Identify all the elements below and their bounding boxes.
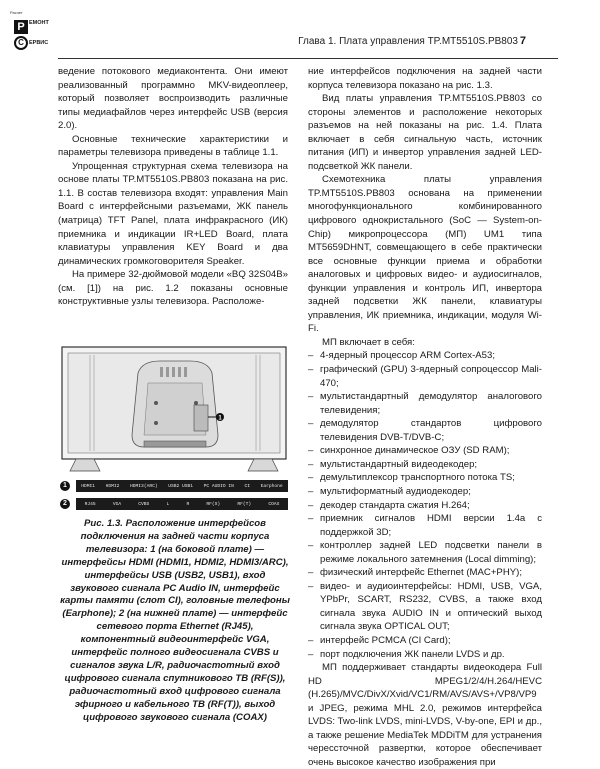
- connector-label: Earphone: [260, 483, 283, 489]
- list-item: – мультистандартный демодулятор аналогового телевидения;: [308, 390, 542, 417]
- logo-word-top: ЕМОНТ: [29, 20, 49, 26]
- list-item: – мультистандартный видеодекодер;: [308, 458, 542, 472]
- paragraph: ведение потокового медиаконтента. Они имеют реализованный программно MKV-видеоплеер, который позволяет воспроизводить различные типы медиафайлов через интерфейс USB (версия 2.0).: [58, 66, 288, 132]
- paragraph: Вид платы управления TP.MT5510S.PB803 со стороны элементов и расположение некоторых разъемов на ней показаны на рис. 1.4. Плата включает в себя сигнальную часть, источник питания (ИП) и инвертор управления задней LED-подсветкой ЖК панели.: [308, 93, 542, 172]
- list-item: – демодулятор стандартов цифрового телевидения DVB-T/DVB-C;: [308, 417, 542, 444]
- connector-label: R: [186, 501, 190, 507]
- list-item: – 4-ядерный процессор ARM Cortex-A53;: [308, 349, 542, 363]
- legend-number-badge: 2: [60, 499, 70, 509]
- connector-label: HDMI3(ARC): [130, 483, 158, 489]
- bottom-panel-connectors: [76, 498, 288, 510]
- list-item: – демультиплексор транспортного потока TS;: [308, 471, 542, 485]
- logo-letter-s: С: [14, 36, 28, 50]
- publisher-logo: [10, 10, 49, 52]
- paragraph: МП поддерживает стандарты видеокодера Full HD MPEG1/2/4/H.264/HEVC (H.265)/MVC/DivX/Xvid/VC1/RM/AVS/AVS+/VP8/VP9 и JPEG, режима MHL 2.0, режимов интерфейса LVDS: Two-link LVDS, mini-LVDS, V-by-one, EPI и др., а также решение MediaTek MDDiTM для устранения черессточной развертки, которое обеспечивает очень высокое качество изображения при: [308, 662, 542, 768]
- connector-label: CI: [244, 483, 250, 489]
- legend-row-side-panel: [60, 478, 288, 494]
- connector-label: COAX: [268, 501, 280, 507]
- list-item: – физический интерфейс Ethernet (MAC+PHY);: [308, 566, 542, 580]
- paragraph: Основные технические характеристики и параметры телевизора приведены в таблице 1.1.: [58, 133, 288, 159]
- left-column: [58, 65, 288, 309]
- connector-label: RJ45: [84, 501, 96, 507]
- connector-label: HDMI2: [105, 483, 120, 489]
- connector-label: RF(S): [206, 501, 221, 507]
- side-panel-connectors: [76, 480, 288, 492]
- logo-word-bottom: ЕРВИС: [29, 40, 49, 46]
- paragraph: МП включает в себя:: [322, 336, 415, 348]
- list-item: – интерфейс PCMCA (CI Card);: [308, 634, 542, 648]
- connector-legend: [60, 478, 288, 514]
- list-item: – графический (GPU) 3-ядерный сопроцессор Mali-470;: [308, 363, 542, 390]
- legend-row-bottom-panel: [60, 496, 288, 512]
- list-item: – контроллер задней LED подсветки панели в режиме локального затемнения (Local dimming);: [308, 539, 542, 566]
- running-header: [58, 36, 558, 47]
- right-column: [308, 65, 542, 769]
- connector-label: HDMI1: [81, 483, 96, 489]
- logo-mark: [12, 18, 49, 50]
- list-item: – мультиформатный аудиодекодер;: [308, 485, 542, 499]
- list-item: – порт подключения ЖК панели LVDS и др.: [308, 648, 542, 662]
- header-divider: [58, 58, 558, 59]
- feature-list: [308, 349, 542, 661]
- connector-label: CVBS: [138, 501, 150, 507]
- connector-label: VGA: [112, 501, 122, 507]
- connector-label: USB2 USB1: [168, 483, 193, 489]
- figure-caption: Рис. 1.3. Расположение интерфейсов подключения на задней части корпуса телевизора: 1 (на боковой плате) — интерфейсы HDMI (HDMI1, HDMI2, HDMI3/ARC), интерфейсы USB (USB2, USB1), вход звукового сигнала PC Audio IN, интерфейс карты памяти (слот CI), головные телефоны (Earphone); 2 (на нижней плате) — интерфейс сетевого порта Ethernet (RJ45), компонентный видеоинтерфейс VGA, интерфейс полного видеосигнала CVBS и сигналов звука L/R, радиочастотный вход цифрового сигнала спутникового ТВ (RF(S)), радиочастотный вход цифрового сигнала эфирного и кабельного ТВ (RF(T)), выход цифрового звукового сигнала (COAX): [60, 518, 290, 723]
- logo-tiny-text: Расчет: [10, 10, 23, 15]
- list-item: – приемник сигналов HDMI версии 1.4a с поддержкой 3D;: [308, 512, 542, 539]
- paragraph: Схемотехника платы управления TP.MT5510S.PB803 основана на применении многофункционального комбинированного цифрового однокристального (SoC — System-on-Chip) микропроцессора (МП) UM1 типа MT5659DHNT, совмещающего в себе практически все основные функции приема и обработки аналоговых и цифровых видео- и аудиосигналов, функции управления и контроль ИП, инвертора задней подсветки ЖК панели, клавиатуры управления, ИК приемника, индикации, модуля Wi-Fi.: [308, 174, 542, 335]
- page-number: 7: [519, 35, 526, 47]
- logo-letter-r: Р: [14, 20, 28, 34]
- legend-number-badge: 1: [60, 481, 70, 491]
- connector-label: L: [166, 501, 170, 507]
- list-item: – видео- и аудиоинтерфейсы: HDMI, USB, VGA, YPbPr, SCART, RS232, CVBS, а также вход сигнала звука AUDIO IN и оптический выход сигнала звука OPTICAL OUT;: [308, 580, 542, 634]
- connector-label: PC AUDIO IN: [203, 483, 234, 489]
- paragraph: Упрощенная структурная схема телевизора на основе платы TP.MT5510S.PB803 показана на рис. 1.1. В состав телевизора входят: управления Main Board с интерфейсными разъемами, ЖК панель (матрица) TFT Panel, плата инфракрасного (ИК) приемника и индикации IR+LED Board, плата клавиатуры управления KEY Board и два динамических громкоговорителя Speaker.: [58, 160, 288, 267]
- connector-label: RF(T): [237, 501, 252, 507]
- paragraph: ние интерфейсов подключения на задней части корпуса телевизора показано на рис. 1.3.: [308, 66, 542, 91]
- paragraph: На примере 32-дюймовой модели «BQ 32S04B» (см. [1]) на рис. 1.2 показаны основные конструктивные узлы телевизора. Расположе-: [58, 269, 288, 308]
- list-item: – синхронное динамическое ОЗУ (SD RAM);: [308, 444, 542, 458]
- chapter-title: Глава 1. Плата управления TP.MT5510S.PB803: [298, 36, 518, 47]
- list-item: – декодер стандарта сжатия H.264;: [308, 499, 542, 513]
- svg-text:1: 1: [218, 415, 222, 422]
